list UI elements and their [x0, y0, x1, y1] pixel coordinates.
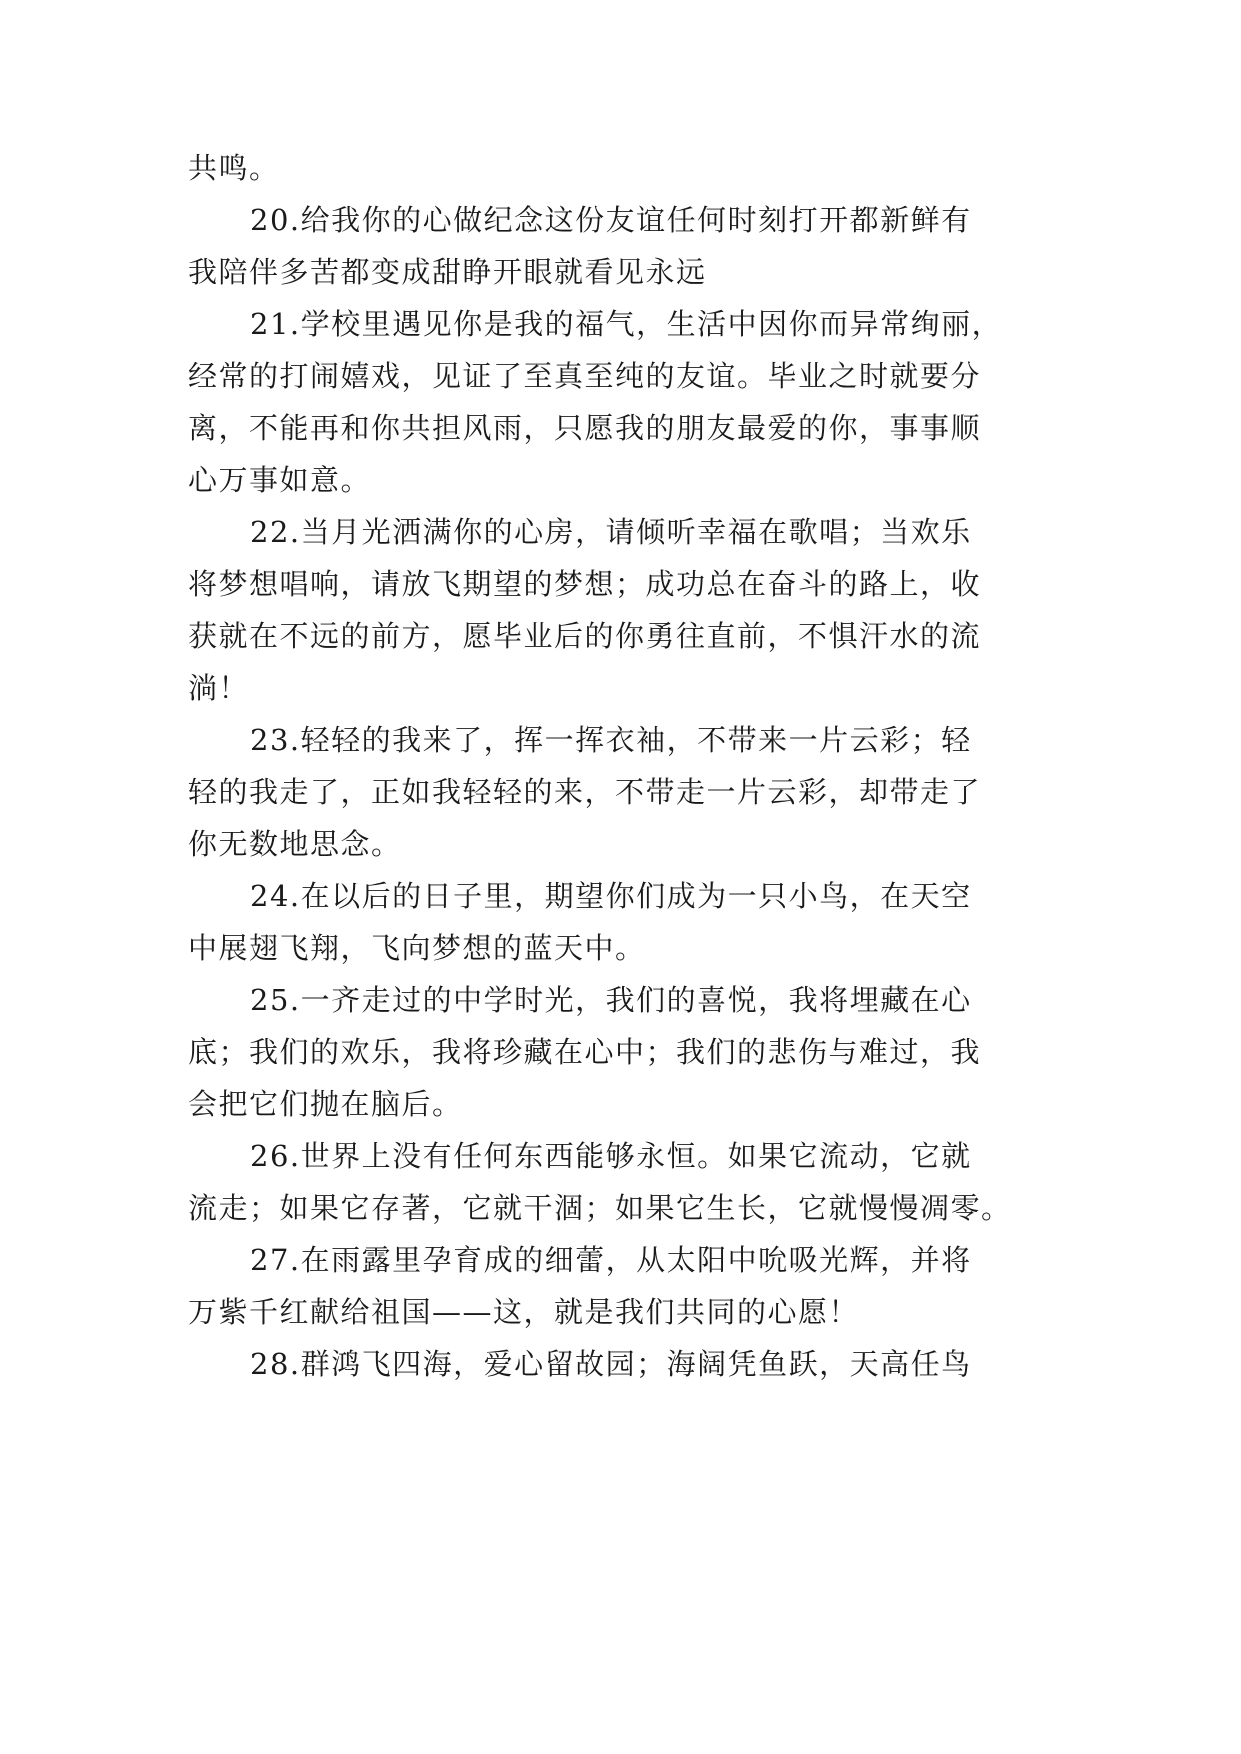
text-line: 22.当月光洒满你的心房，请倾听幸福在歌唱；当欢乐: [250, 515, 972, 549]
text-line: 会把它们抛在脑后。: [188, 1087, 463, 1121]
text-line: 经常的打闹嬉戏，见证了至真至纯的友谊。毕业之时就要分: [188, 359, 982, 393]
text-line: 27.在雨露里孕育成的细蕾，从太阳中吮吸光辉，并将: [250, 1243, 972, 1277]
text-line: 26.世界上没有任何东西能够永恒。如果它流动，它就: [250, 1139, 972, 1173]
text-line: 将梦想唱响，请放飞期望的梦想；成功总在奋斗的路上，收: [188, 567, 982, 601]
text-line: 万紫千红献给祖国——这，就是我们共同的心愿！: [188, 1295, 860, 1329]
text-line: 20.给我你的心做纪念这份友谊任何时刻打开都新鲜有: [250, 203, 972, 237]
text-line: 共鸣。: [188, 151, 280, 185]
text-line: 28.群鸿飞四海，爱心留故园；海阔凭鱼跃，天高任鸟: [250, 1347, 972, 1381]
text-line: 23.轻轻的我来了，挥一挥衣袖，不带来一片云彩；轻: [250, 723, 972, 757]
text-line: 离，不能再和你共担风雨，只愿我的朋友最爱的你，事事顺: [188, 411, 982, 445]
text-line: 中展翅飞翔，飞向梦想的蓝天中。: [188, 931, 646, 965]
text-line: 21.学校里遇见你是我的福气，生活中因你而异常绚丽，: [250, 307, 1003, 341]
text-line: 25.一齐走过的中学时光，我们的喜悦，我将埋藏在心: [250, 983, 972, 1017]
text-line: 流走；如果它存著，它就干涸；如果它生长，它就慢慢凋零。: [188, 1191, 1012, 1225]
text-line: 你无数地思念。: [188, 827, 402, 861]
text-line: 我陪伴多苦都变成甜睁开眼就看见永远: [188, 255, 707, 289]
text-line: 淌！: [188, 671, 250, 705]
text-line: 心万事如意。: [188, 463, 372, 497]
text-line: 24.在以后的日子里，期望你们成为一只小鸟，在天空: [250, 879, 972, 913]
text-line: 轻的我走了，正如我轻轻的来，不带走一片云彩，却带走了: [188, 775, 982, 809]
text-line: 底；我们的欢乐，我将珍藏在心中；我们的悲伤与难过，我: [188, 1035, 982, 1069]
text-line: 获就在不远的前方，愿毕业后的你勇往直前，不惧汗水的流: [188, 619, 982, 653]
